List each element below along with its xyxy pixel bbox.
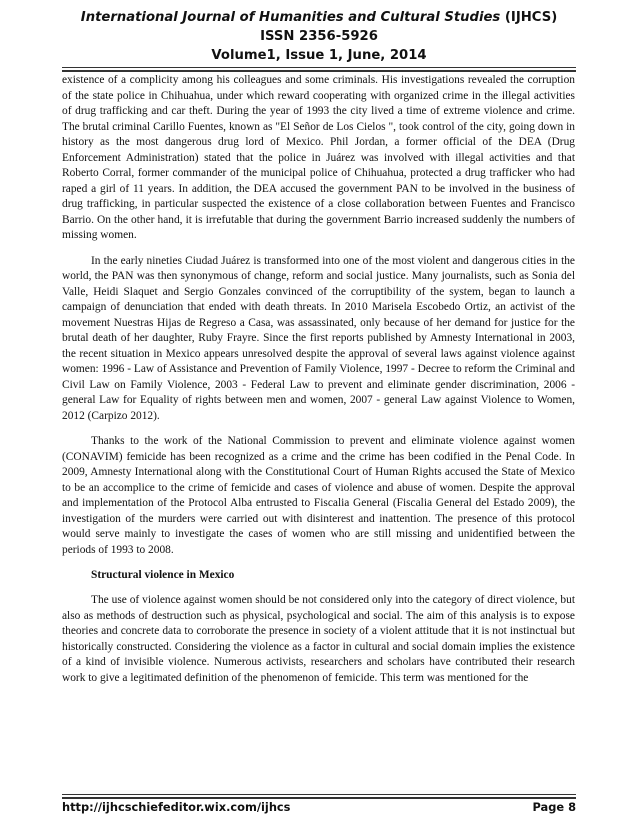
header-rule-thick (62, 70, 576, 72)
journal-abbrev: (IJHCS) (504, 10, 558, 25)
journal-title: International Journal of Humanities and Cultural Studies (80, 10, 501, 25)
footer-url[interactable]: http://ijhcschiefeditor.wix.com/ijhcs (62, 800, 291, 814)
article-body (62, 73, 575, 696)
journal-header (60, 8, 578, 65)
section-heading: Structural violence in Mexico (91, 568, 235, 581)
paragraph-structural-violence: The use of violence against women should be not considered only into the category of direct violence, but also as methods of destruction such as physical, psychological and social. The aim of this analysis is to expose theories and concrete data to corroborate the presence in society of a violent attitude that it is not instinctual but historically constructed. Considering the violence as a factor in cultural and social domain implies the existence of a kind of invisible violence. Numerous activists, researchers and scholars have contributed their research work to give a legitimated definition of the phenomenon of femicide. This term was mentioned for the (62, 593, 575, 684)
paragraph-conavim: Thanks to the work of the National Commission to prevent and eliminate violence against women (CONAVIM) femicide has been recognized as a crime and the crime has been codified in the Penal Code. In 2009, Amnesty International along with the Constitutional Court of Human Rights accused the State of Mexico to be an accomplice to the crime of femicide and cases of violence and abuse of women. Despite the approval and implementation of the Protocol Alba entrusted to Fiscalia General (Fiscalia General del Estado 2009), the investigation of the murders were carried out with disinterest and inattention. The presence of this protocol would serve mainly to investigate the cases of women who are still missing and unidentified between the periods of 1993 to 2008. (62, 435, 575, 556)
footer-rule-thin (62, 794, 576, 795)
paragraph-continued: existence of a complicity among his colleagues and some criminals. His investigations revealed the corruption of the state police in Chihuahua, under which reward cooperating with organized crime in the illegal activities of drug trafficking and car theft. During the year of 1993 the city lived a time of extreme violence and crime. The brutal criminal Carillo Fuentes, known as "El Señor de Los Cielos ", took control of the city, going down in history as the most dangerous drug lord of Mexico. Phil Jordan, a former official of the DEA (Drug Enforcement Administration) stated that the police in Juárez was involved with illegal activities and that Roberto Corral, former commander of the municipal police of Chihuahua, protected a drug trafficker who had raped a girl of 11 years. In addition, the DEA accused the government PAN to be involved in the business of drug trafficking, in particular suspected the existence of a close collaboration between Fuentes and Francisco Barrio. On the other hand, it is irrefutable that during the government Barrio increased suddenly the numbers of missing women. (62, 74, 575, 242)
header-rule-thin (62, 67, 576, 68)
volume-issue: Volume1, Issue 1, June, 2014 (211, 48, 427, 63)
issn: ISSN 2356-5926 (260, 29, 378, 44)
footer-rule-thick (62, 797, 576, 799)
journal-title-line (60, 8, 578, 27)
page-number: Page 8 (532, 800, 576, 814)
paragraph-early-nineties: In the early nineties Ciudad Juárez is transformed into one of the most violent and dangerous cities in the world, the PAN was then synonymous of change, reform and social justice. Many journalists, such as Sonia del Valle, Heidi Slaquet and Sergio Gonzales convinced of the corruptibility of the system, began to launch a campaign of denunciation that ended with death threats. In 2010 Marisela Escobedo Ortiz, an activist of the movement Nuestras Hijas de Regreso a Casa, was assassinated, only because of her demand for justice for the brutal death of her daughter, Ruby Frayre. Since the first reports published by Amnesty International in 2003, the recent situation in Mexico appears unresolved despite the approval of several laws against violence against women: 1996 - Law of Assistance and Prevention of Family Violence, 1997 - Decree to reform the Criminal and Civil Law on Family Violence, 2003 - Federal Law to prevent and eliminate gender discrimination, 2006 - general Law for Equality of rights between men and women, 2007 - general Law against Violence to Women, 2012 (Carpizo 2012). (62, 254, 575, 422)
